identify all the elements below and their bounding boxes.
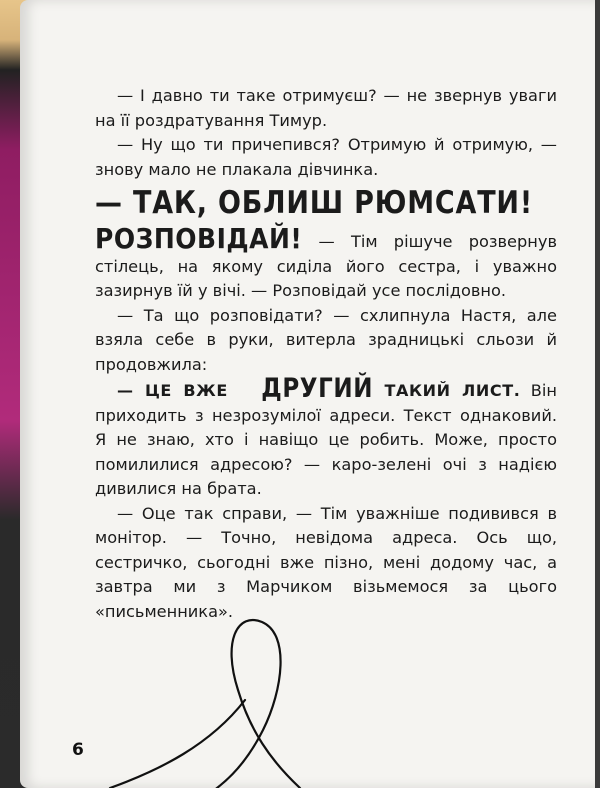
paragraph-4-rest: Він приходить з незрозумілої адреси. Текст однаковий. Я не знаю, хто і навіщо це робить. Може, просто помилилися адресою? — каро-зелені очі з надією дивилися на брата. — [95, 381, 557, 498]
page-number: 6 — [72, 740, 84, 760]
paragraph-2: — Ну що ти причепився? Отримую й отримую, — знову мало не плакала дівчинка. — [95, 135, 557, 179]
caps-prefix: — ЦЕ ВЖЕ — [117, 381, 240, 400]
caps-big-word: ДРУГИЙ — [261, 374, 374, 404]
paragraph-1: — І давно ти таке отримуєш? — не звернув уваги на її роздратування Тимур. — [95, 86, 557, 130]
caps-suffix: ТАКИЙ ЛИСТ. — [373, 381, 521, 400]
shout-line-2: РОЗПОВІДАЙ! — [95, 222, 303, 255]
shout-rest: — Тім рішуче розвернув стілець, на якому сиділа його сестра, і уважно зазирнув їй у вічі. — Розповідай усе послідовно. — [95, 232, 557, 300]
paragraph-5: — Оце так справи, — Тім уважніше подивився в монітор. — Точно, невідома адреса. Ось що, сестричко, сьогодні вже пізно, мені додому час, а завтра ми з Марчиком візьмемося за цього «письменника». — [95, 503, 557, 621]
paragraph-3: — Та що розповідати? — схлипнула Настя, але взяла себе в руки, витерла зрадницькі сльози й продовжила: — [95, 305, 557, 374]
shout-line-1: — ТАК, ОБЛИШ РЮМСАТИ! — [95, 185, 533, 222]
